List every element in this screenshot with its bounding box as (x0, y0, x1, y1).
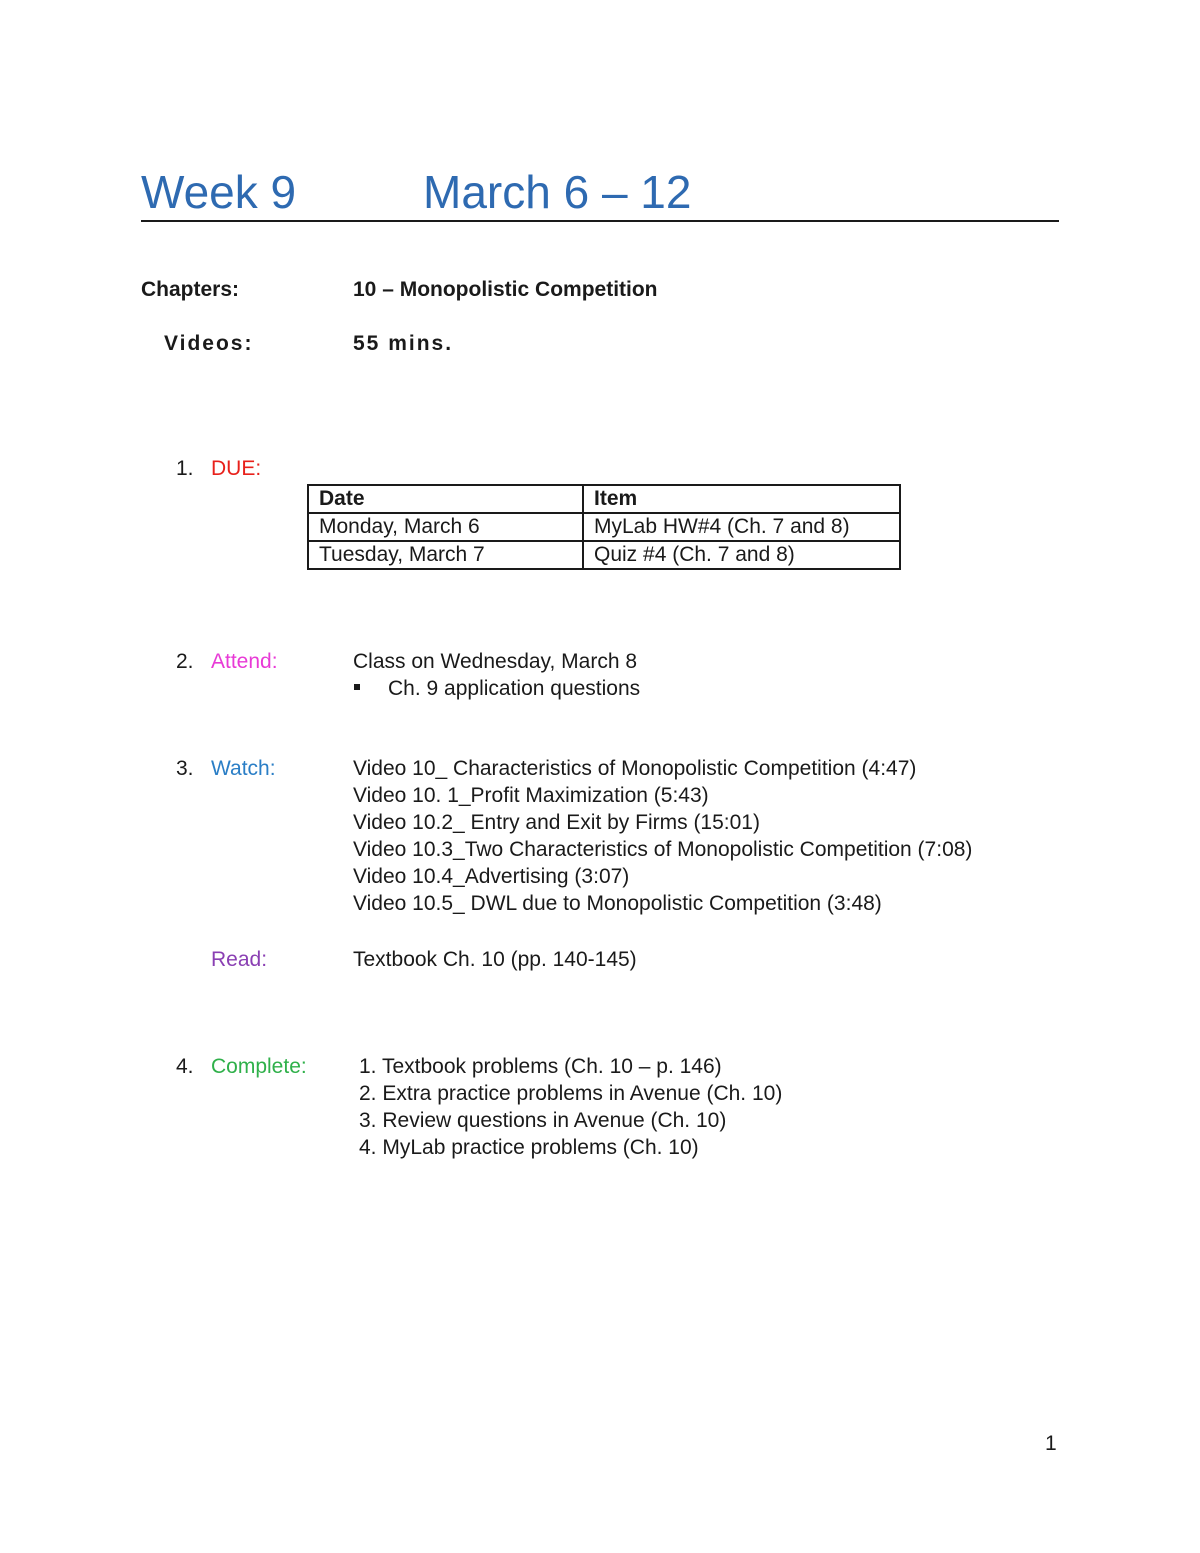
header-divider (141, 220, 1059, 222)
due-label: DUE: (211, 457, 262, 480)
due-row-date: Tuesday, March 7 (308, 541, 583, 569)
list-item: 4. MyLab practice problems (Ch. 10) (359, 1136, 699, 1159)
due-header-item: Item (583, 485, 900, 513)
list-item: Video 10.5_ DWL due to Monopolistic Competition (3:48) (353, 892, 882, 915)
due-row-item: MyLab HW#4 (Ch. 7 and 8) (583, 513, 900, 541)
square-bullet-icon (354, 684, 360, 690)
due-table-header-row (308, 485, 900, 513)
attend-text: Class on Wednesday, March 8 (353, 650, 638, 673)
list-item: 2. Extra practice problems in Avenue (Ch. 10) (359, 1082, 783, 1105)
list-item: Video 10. 1_Profit Maximization (5:43) (353, 784, 709, 807)
watch-number: 3. (176, 757, 194, 780)
list-item: Video 10.2_ Entry and Exit by Firms (15:01) (353, 811, 760, 834)
due-header-date: Date (308, 485, 583, 513)
due-table (307, 484, 901, 570)
due-row-date: Monday, March 6 (308, 513, 583, 541)
attend-bullet-text: Ch. 9 application questions (388, 677, 641, 700)
chapters-label: Chapters: (141, 278, 240, 301)
table-row (308, 541, 900, 569)
read-text: Textbook Ch. 10 (pp. 140-145) (353, 948, 637, 971)
due-row-item: Quiz #4 (Ch. 7 and 8) (583, 541, 900, 569)
attend-label: Attend: (211, 650, 278, 673)
videos-label: Videos: (164, 332, 254, 355)
list-item: 3. Review questions in Avenue (Ch. 10) (359, 1109, 727, 1132)
complete-label: Complete: (211, 1055, 307, 1078)
week-title: Week 9 (141, 166, 297, 218)
chapters-value: 10 – Monopolistic Competition (353, 278, 658, 301)
list-item: Video 10.3_Two Characteristics of Monopolistic Competition (7:08) (353, 838, 973, 861)
due-number: 1. (176, 457, 194, 480)
page-number: 1 (1045, 1432, 1057, 1455)
watch-label: Watch: (211, 757, 276, 780)
list-item: 1. Textbook problems (Ch. 10 – p. 146) (359, 1055, 722, 1078)
date-range-title: March 6 – 12 (423, 166, 692, 218)
videos-value: 55 mins. (353, 332, 454, 355)
attend-number: 2. (176, 650, 194, 673)
read-label: Read: (211, 948, 268, 971)
list-item: Video 10.4_Advertising (3:07) (353, 865, 630, 888)
table-row (308, 513, 900, 541)
complete-number: 4. (176, 1055, 194, 1078)
list-item: Video 10_ Characteristics of Monopolistic Competition (4:47) (353, 757, 917, 780)
